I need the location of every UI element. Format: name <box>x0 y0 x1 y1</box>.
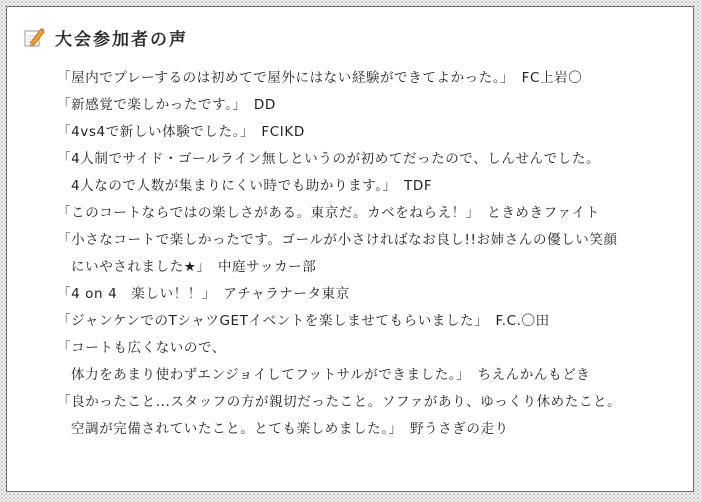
comment-line: 「このコートならではの楽しさがある。東京だ。カベをねらえ！」 ときめきファイト <box>57 205 600 221</box>
comment-line: 空調が完備されていたこと。とても楽しめました。」 野うさぎの走り <box>71 421 509 437</box>
comment-line: 「屋内でプレーするのは初めてで屋外にはない経験ができてよかった。」 FC上岩〇 <box>57 70 583 86</box>
comment-line: 4人なので人数が集まりにくい時でも助かります。」 TDF <box>71 178 433 194</box>
comment-line: 「新感覚で楽しかったです。」 DD <box>57 97 276 113</box>
comment-line: 「ジャンケンでのTシャツGETイベントを楽しませてもらいました」 F.C.〇田 <box>57 313 550 329</box>
comment-line: 「4 on 4 楽しい！！」 アチャラナータ東京 <box>57 286 350 302</box>
comment-line: 体力をあまり使わずエンジョイしてフットサルができました。」 ちえんかんもどき <box>71 367 591 383</box>
comment-line: 「良かったこと...スタッフの方が親切だったこと。ソファがあり、ゆっくり休めたこと。 <box>57 394 622 410</box>
comment-line: にいやされました★」 中庭サッカー部 <box>71 259 317 275</box>
comment-list <box>57 65 687 443</box>
comment-line: 「コートも広くないので、 <box>57 340 226 356</box>
section-header <box>23 23 188 51</box>
comment-line: 「4vs4で新しい体験でした。」 FCIKD <box>57 124 305 140</box>
pencil-note-icon <box>23 26 45 48</box>
comment-line: 「4人制でサイド・ゴールライン無しというのが初めてだったので、しんせんでした。 <box>57 151 601 167</box>
page-title: 大会参加者の声 <box>55 29 188 50</box>
comment-line: 「小さなコートで楽しかったです。ゴールが小さければなお良し!!お姉さんの優しい笑顔 <box>57 232 618 248</box>
testimonials-panel <box>6 6 694 492</box>
